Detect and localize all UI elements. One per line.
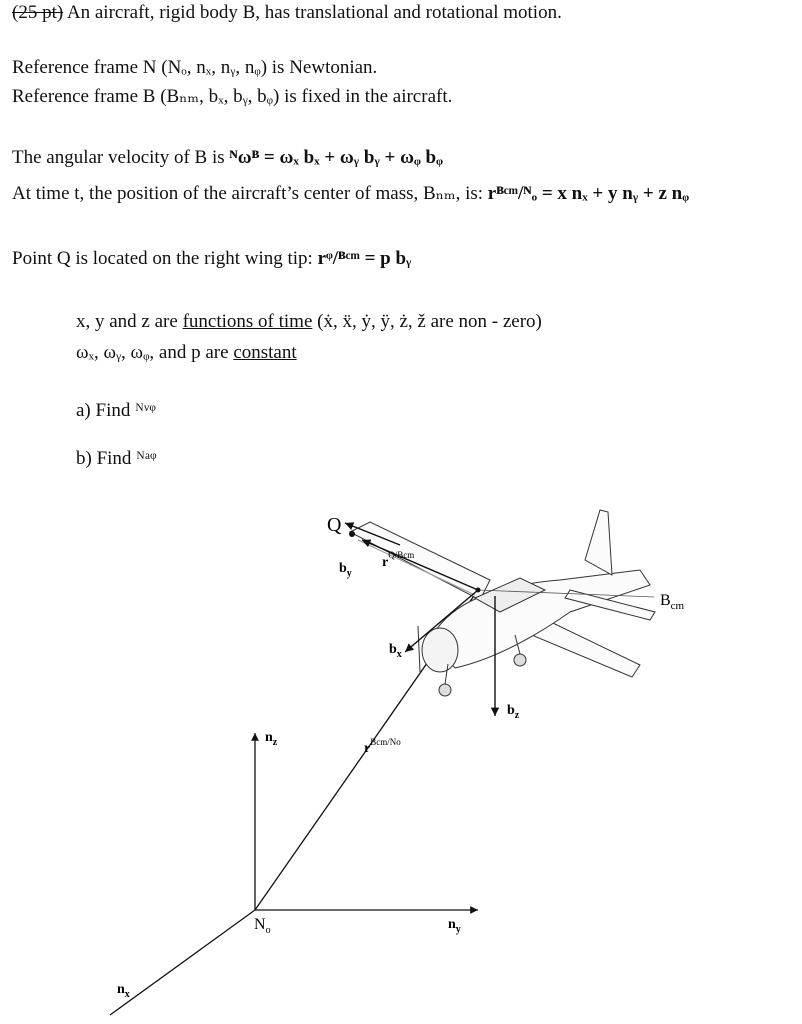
label-bx bbox=[389, 642, 402, 660]
by-sub: y bbox=[346, 568, 352, 579]
tail-fin bbox=[585, 510, 612, 575]
no-text: N bbox=[254, 916, 266, 933]
ny-sub: y bbox=[455, 924, 461, 935]
condition-1-prefix: x, y and z are bbox=[76, 311, 183, 332]
label-r-bcm-no bbox=[364, 737, 401, 756]
bx-sub: x bbox=[396, 649, 402, 660]
rb-text: r bbox=[364, 741, 371, 756]
condition-1-suffix: (ẋ, ẍ, ẏ, ÿ, ż, ž are non - zero) bbox=[312, 311, 542, 332]
label-q: Q bbox=[327, 514, 342, 536]
points-label: (25 pt) bbox=[12, 2, 64, 23]
q-point bbox=[349, 531, 355, 537]
rb-sup: Bcm/No bbox=[370, 737, 401, 747]
bcm-text: B bbox=[660, 592, 671, 609]
condition-2-prefix: ωₓ, ωᵧ, ωᵩ, and p are bbox=[76, 342, 234, 363]
cowling bbox=[422, 628, 458, 672]
bcm-sub: cm bbox=[670, 600, 685, 612]
bz-text: b bbox=[507, 703, 515, 718]
label-ny bbox=[448, 917, 461, 935]
q-lead: Point Q is located on the right wing tip: bbox=[12, 248, 318, 269]
label-bcm bbox=[660, 592, 685, 612]
position-lead: At time t, the position of the aircraft’s center of mass, Bₙₘ, is: bbox=[12, 183, 488, 204]
bx-text: b bbox=[389, 642, 397, 657]
question-a: a) Find ᴺᵛᵠ bbox=[76, 400, 156, 421]
nz-sub: z bbox=[272, 737, 278, 748]
omega-lead: The angular velocity of B is bbox=[12, 147, 230, 168]
q-expression: rᵠ/ᴮᶜᵐ = p bᵧ bbox=[317, 248, 412, 269]
by-text: b bbox=[339, 561, 347, 576]
problem-title: An aircraft, rigid body B, has translational and rotational motion. bbox=[63, 2, 562, 23]
ny-text: n bbox=[448, 917, 456, 932]
rq-text: r bbox=[382, 555, 389, 570]
nx-sub: x bbox=[124, 989, 130, 1000]
nz-text: n bbox=[265, 730, 273, 745]
label-nx bbox=[117, 982, 130, 1000]
omega-expression: ᴺωᴮ = ωₓ bₓ + ωᵧ bᵧ + ωᵩ bᵩ bbox=[229, 147, 443, 168]
constant-label: constant bbox=[233, 342, 297, 363]
position-expression: rᴮᶜᵐ/ᴺₒ = x nₓ + y nᵧ + z nᵩ bbox=[487, 183, 690, 204]
rq-sup: Q/Bcm bbox=[388, 550, 415, 560]
question-b: b) Find ᴺᵃᵠ bbox=[76, 448, 157, 469]
label-nz bbox=[265, 730, 278, 748]
label-no bbox=[254, 916, 271, 936]
label-bz bbox=[507, 703, 520, 721]
wheel-front bbox=[439, 684, 451, 696]
nx-axis bbox=[110, 910, 255, 1015]
label-by bbox=[339, 561, 352, 579]
wheel-right bbox=[514, 654, 526, 666]
nx-text: n bbox=[117, 982, 125, 997]
frame-n-line: Reference frame N (Nₒ, nₓ, nᵧ, nᵩ) is Newtonian. bbox=[12, 57, 378, 78]
bcm-point bbox=[476, 588, 481, 593]
no-sub: o bbox=[265, 925, 271, 936]
bz-sub: z bbox=[514, 710, 520, 721]
functions-of-time: functions of time bbox=[182, 311, 313, 332]
frame-b-line: Reference frame B (Bₙₘ, bₓ, bᵧ, bᵩ) is fixed in the aircraft. bbox=[12, 86, 453, 107]
aircraft-drawing bbox=[350, 510, 655, 696]
